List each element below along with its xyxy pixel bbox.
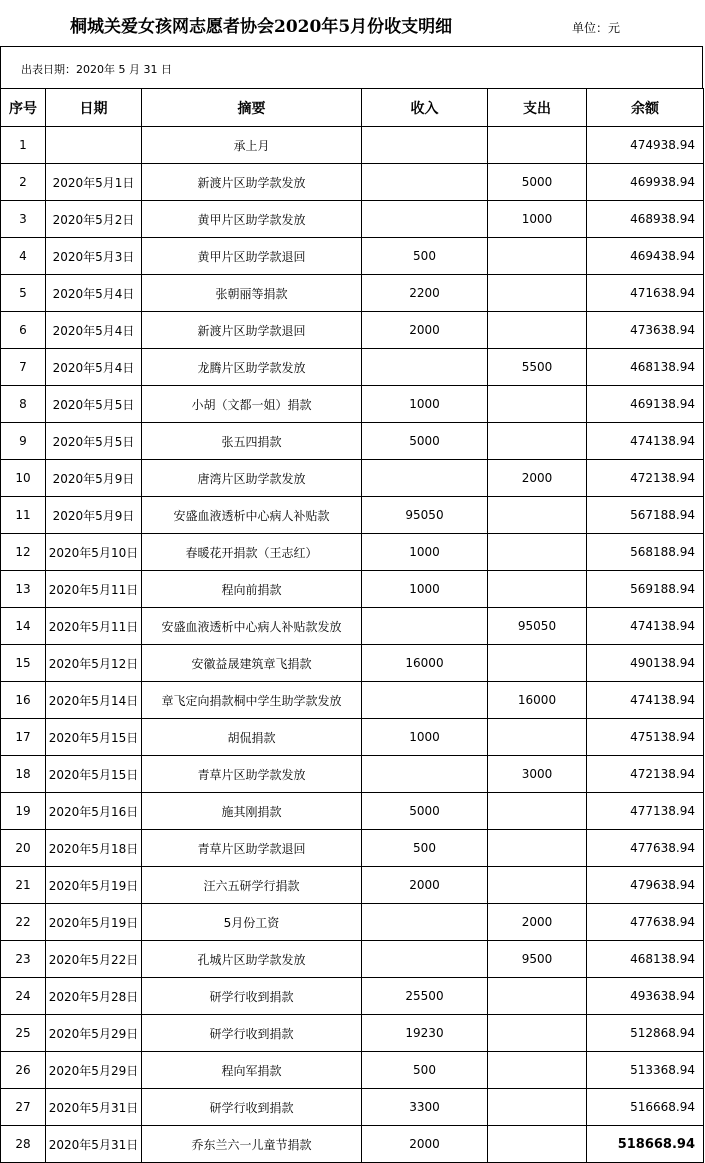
- cell-date: 2020年5月12日: [46, 645, 142, 682]
- cell-balance: 474138.94: [587, 423, 704, 460]
- cell-date: 2020年5月4日: [46, 275, 142, 312]
- cell-balance: 567188.94: [587, 497, 704, 534]
- cell-expense: [488, 386, 587, 423]
- table-row: [1, 978, 704, 1015]
- cell-balance: 513368.94: [587, 1052, 704, 1089]
- header-expense: 支出: [488, 89, 587, 127]
- cell-balance: 568188.94: [587, 534, 704, 571]
- cell-income: 1000: [362, 719, 488, 756]
- table-row: [1, 127, 704, 164]
- cell-income: [362, 682, 488, 719]
- cell-income: 19230: [362, 1015, 488, 1052]
- cell-balance: 518668.94: [587, 1126, 704, 1163]
- cell-date: 2020年5月19日: [46, 867, 142, 904]
- cell-expense: 16000: [488, 682, 587, 719]
- cell-summary: 青草片区助学款发放: [142, 756, 362, 793]
- cell-summary: 研学行收到捐款: [142, 978, 362, 1015]
- page-title: 桐城关爱女孩网志愿者协会2020年5月份收支明细: [70, 17, 453, 37]
- cell-summary: 安盛血液透析中心病人补贴款: [142, 497, 362, 534]
- cell-summary: 唐湾片区助学款发放: [142, 460, 362, 497]
- report-date-row: [0, 46, 703, 88]
- cell-summary: 承上月: [142, 127, 362, 164]
- cell-summary: 程向军捐款: [142, 1052, 362, 1089]
- cell-seq: 3: [1, 201, 46, 238]
- cell-seq: 12: [1, 534, 46, 571]
- cell-seq: 10: [1, 460, 46, 497]
- table-row: [1, 164, 704, 201]
- cell-date: 2020年5月5日: [46, 423, 142, 460]
- table-row: [1, 756, 704, 793]
- cell-expense: [488, 534, 587, 571]
- cell-expense: 3000: [488, 756, 587, 793]
- table-row: [1, 238, 704, 275]
- cell-income: 25500: [362, 978, 488, 1015]
- cell-summary: 安徽益晟建筑章飞捐款: [142, 645, 362, 682]
- cell-income: 1000: [362, 571, 488, 608]
- cell-seq: 17: [1, 719, 46, 756]
- cell-income: [362, 164, 488, 201]
- cell-date: 2020年5月1日: [46, 164, 142, 201]
- cell-seq: 8: [1, 386, 46, 423]
- table-row: [1, 571, 704, 608]
- cell-seq: 22: [1, 904, 46, 941]
- cell-expense: [488, 1015, 587, 1052]
- cell-date: 2020年5月29日: [46, 1015, 142, 1052]
- cell-summary: 研学行收到捐款: [142, 1089, 362, 1126]
- cell-date: 2020年5月10日: [46, 534, 142, 571]
- table-row: [1, 904, 704, 941]
- table-row: [1, 645, 704, 682]
- cell-income: [362, 608, 488, 645]
- cell-balance: 490138.94: [587, 645, 704, 682]
- unit-label: 单位：元: [572, 21, 621, 35]
- cell-expense: [488, 238, 587, 275]
- header-row: [1, 89, 704, 127]
- cell-balance: 472138.94: [587, 756, 704, 793]
- cell-date: 2020年5月15日: [46, 756, 142, 793]
- cell-seq: 6: [1, 312, 46, 349]
- cell-expense: [488, 719, 587, 756]
- cell-expense: 1000: [488, 201, 587, 238]
- cell-seq: 18: [1, 756, 46, 793]
- cell-seq: 9: [1, 423, 46, 460]
- cell-balance: 469938.94: [587, 164, 704, 201]
- cell-expense: [488, 127, 587, 164]
- cell-date: 2020年5月16日: [46, 793, 142, 830]
- cell-seq: 27: [1, 1089, 46, 1126]
- cell-summary: 胡侃捐款: [142, 719, 362, 756]
- cell-seq: 14: [1, 608, 46, 645]
- cell-expense: 9500: [488, 941, 587, 978]
- table-row: [1, 386, 704, 423]
- cell-income: 500: [362, 238, 488, 275]
- cell-summary: 黄甲片区助学款发放: [142, 201, 362, 238]
- cell-summary: 孔城片区助学款发放: [142, 941, 362, 978]
- cell-expense: 5500: [488, 349, 587, 386]
- cell-summary: 安盛血液透析中心病人补贴款发放: [142, 608, 362, 645]
- cell-income: 2200: [362, 275, 488, 312]
- cell-expense: [488, 423, 587, 460]
- table-row: [1, 1015, 704, 1052]
- cell-balance: 474138.94: [587, 608, 704, 645]
- cell-income: [362, 460, 488, 497]
- cell-date: 2020年5月31日: [46, 1126, 142, 1163]
- cell-income: 5000: [362, 423, 488, 460]
- table-row: [1, 682, 704, 719]
- cell-seq: 7: [1, 349, 46, 386]
- cell-balance: 493638.94: [587, 978, 704, 1015]
- cell-date: 2020年5月11日: [46, 571, 142, 608]
- cell-expense: [488, 571, 587, 608]
- ledger-body: [1, 127, 704, 1163]
- cell-balance: 516668.94: [587, 1089, 704, 1126]
- table-row: [1, 312, 704, 349]
- cell-expense: [488, 312, 587, 349]
- table-row: [1, 201, 704, 238]
- cell-expense: [488, 1126, 587, 1163]
- cell-date: 2020年5月4日: [46, 312, 142, 349]
- cell-seq: 16: [1, 682, 46, 719]
- title-bar: [0, 0, 705, 46]
- cell-expense: [488, 830, 587, 867]
- cell-date: 2020年5月31日: [46, 1089, 142, 1126]
- cell-date: 2020年5月9日: [46, 460, 142, 497]
- cell-income: 500: [362, 830, 488, 867]
- header-summary: 摘要: [142, 89, 362, 127]
- cell-expense: [488, 978, 587, 1015]
- cell-summary: 春暖花开捐款（王志红）: [142, 534, 362, 571]
- cell-expense: [488, 645, 587, 682]
- cell-income: 16000: [362, 645, 488, 682]
- cell-summary: 新渡片区助学款退回: [142, 312, 362, 349]
- header-seq: 序号: [1, 89, 46, 127]
- table-row: [1, 1089, 704, 1126]
- cell-balance: 512868.94: [587, 1015, 704, 1052]
- cell-date: 2020年5月5日: [46, 386, 142, 423]
- cell-seq: 28: [1, 1126, 46, 1163]
- cell-income: [362, 904, 488, 941]
- cell-summary: 张朝丽等捐款: [142, 275, 362, 312]
- report-date: 出表日期：2020年 5 月 31 日: [21, 63, 172, 76]
- cell-balance: 471638.94: [587, 275, 704, 312]
- cell-date: 2020年5月9日: [46, 497, 142, 534]
- cell-income: 2000: [362, 867, 488, 904]
- table-row: [1, 608, 704, 645]
- cell-date: 2020年5月19日: [46, 904, 142, 941]
- cell-expense: 2000: [488, 460, 587, 497]
- cell-balance: 477638.94: [587, 904, 704, 941]
- cell-seq: 13: [1, 571, 46, 608]
- cell-balance: 477138.94: [587, 793, 704, 830]
- cell-seq: 5: [1, 275, 46, 312]
- cell-expense: [488, 497, 587, 534]
- cell-seq: 26: [1, 1052, 46, 1089]
- cell-income: 95050: [362, 497, 488, 534]
- table-row: [1, 423, 704, 460]
- cell-seq: 11: [1, 497, 46, 534]
- cell-seq: 23: [1, 941, 46, 978]
- cell-summary: 乔东兰六一儿童节捐款: [142, 1126, 362, 1163]
- header-date: 日期: [46, 89, 142, 127]
- cell-expense: [488, 793, 587, 830]
- cell-expense: [488, 867, 587, 904]
- cell-summary: 施其刚捐款: [142, 793, 362, 830]
- cell-date: [46, 127, 142, 164]
- cell-seq: 15: [1, 645, 46, 682]
- cell-summary: 研学行收到捐款: [142, 1015, 362, 1052]
- cell-expense: 95050: [488, 608, 587, 645]
- cell-balance: 468938.94: [587, 201, 704, 238]
- header-balance: 余额: [587, 89, 704, 127]
- cell-balance: 468138.94: [587, 941, 704, 978]
- cell-summary: 青草片区助学款退回: [142, 830, 362, 867]
- cell-expense: 5000: [488, 164, 587, 201]
- cell-income: 1000: [362, 386, 488, 423]
- table-row: [1, 941, 704, 978]
- cell-balance: 473638.94: [587, 312, 704, 349]
- cell-income: 5000: [362, 793, 488, 830]
- cell-seq: 4: [1, 238, 46, 275]
- cell-income: [362, 941, 488, 978]
- cell-seq: 2: [1, 164, 46, 201]
- cell-summary: 程向前捐款: [142, 571, 362, 608]
- cell-summary: 汪六五研学行捐款: [142, 867, 362, 904]
- cell-balance: 479638.94: [587, 867, 704, 904]
- cell-summary: 黄甲片区助学款退回: [142, 238, 362, 275]
- table-row: [1, 534, 704, 571]
- cell-date: 2020年5月29日: [46, 1052, 142, 1089]
- cell-balance: 474138.94: [587, 682, 704, 719]
- table-row: [1, 719, 704, 756]
- table-row: [1, 867, 704, 904]
- cell-seq: 20: [1, 830, 46, 867]
- cell-expense: [488, 275, 587, 312]
- table-row: [1, 275, 704, 312]
- cell-date: 2020年5月3日: [46, 238, 142, 275]
- cell-balance: 569188.94: [587, 571, 704, 608]
- cell-seq: 21: [1, 867, 46, 904]
- cell-expense: 2000: [488, 904, 587, 941]
- cell-income: [362, 201, 488, 238]
- cell-seq: 24: [1, 978, 46, 1015]
- ledger-table: [0, 88, 704, 1163]
- table-row: [1, 497, 704, 534]
- table-row: [1, 1052, 704, 1089]
- table-row: [1, 349, 704, 386]
- table-row: [1, 1126, 704, 1163]
- cell-balance: 468138.94: [587, 349, 704, 386]
- cell-seq: 25: [1, 1015, 46, 1052]
- cell-summary: 5月份工资: [142, 904, 362, 941]
- cell-date: 2020年5月18日: [46, 830, 142, 867]
- cell-income: [362, 127, 488, 164]
- cell-balance: 469138.94: [587, 386, 704, 423]
- cell-balance: 475138.94: [587, 719, 704, 756]
- cell-summary: 张五四捐款: [142, 423, 362, 460]
- cell-expense: [488, 1089, 587, 1126]
- cell-income: [362, 349, 488, 386]
- cell-date: 2020年5月22日: [46, 941, 142, 978]
- cell-seq: 19: [1, 793, 46, 830]
- table-row: [1, 460, 704, 497]
- table-row: [1, 793, 704, 830]
- cell-income: 1000: [362, 534, 488, 571]
- cell-summary: 龙腾片区助学款发放: [142, 349, 362, 386]
- cell-summary: 新渡片区助学款发放: [142, 164, 362, 201]
- cell-income: [362, 756, 488, 793]
- cell-date: 2020年5月4日: [46, 349, 142, 386]
- cell-date: 2020年5月2日: [46, 201, 142, 238]
- cell-income: 2000: [362, 312, 488, 349]
- cell-date: 2020年5月14日: [46, 682, 142, 719]
- cell-expense: [488, 1052, 587, 1089]
- table-row: [1, 830, 704, 867]
- cell-summary: 小胡（文都一姐）捐款: [142, 386, 362, 423]
- cell-date: 2020年5月11日: [46, 608, 142, 645]
- cell-income: 3300: [362, 1089, 488, 1126]
- cell-summary: 章飞定向捐款桐中学生助学款发放: [142, 682, 362, 719]
- cell-date: 2020年5月15日: [46, 719, 142, 756]
- cell-income: 500: [362, 1052, 488, 1089]
- cell-income: 2000: [362, 1126, 488, 1163]
- header-income: 收入: [362, 89, 488, 127]
- cell-date: 2020年5月28日: [46, 978, 142, 1015]
- cell-balance: 472138.94: [587, 460, 704, 497]
- cell-balance: 474938.94: [587, 127, 704, 164]
- cell-balance: 469438.94: [587, 238, 704, 275]
- cell-balance: 477638.94: [587, 830, 704, 867]
- cell-seq: 1: [1, 127, 46, 164]
